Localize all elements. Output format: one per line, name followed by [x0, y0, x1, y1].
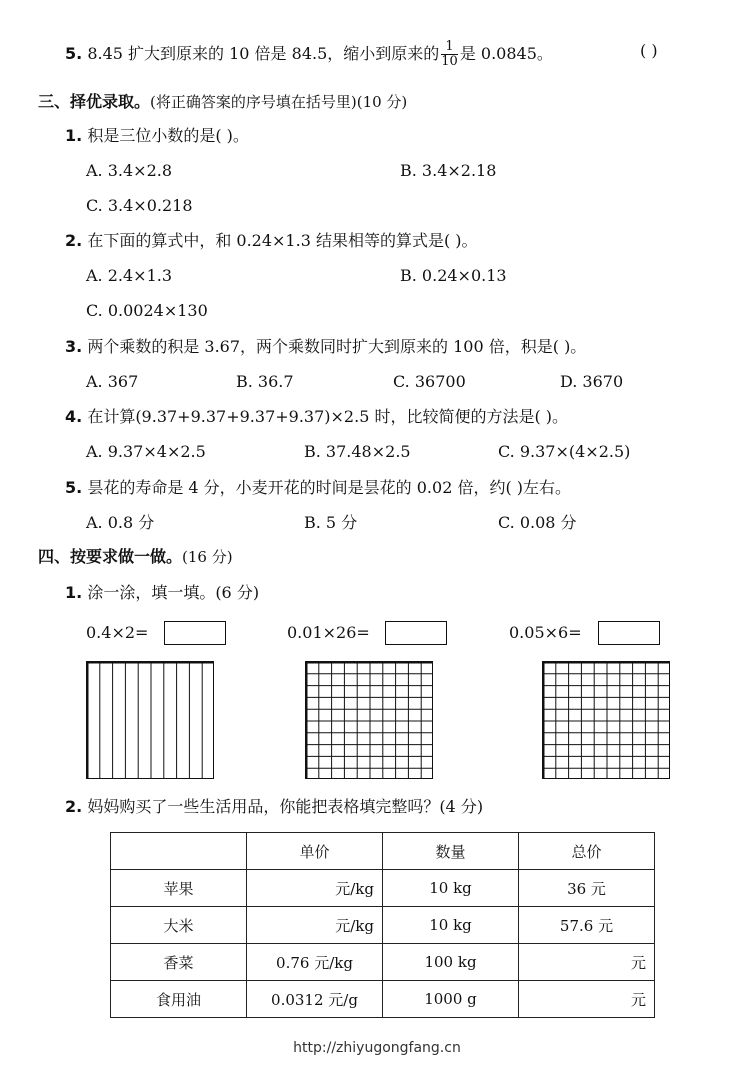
item-name: 香菜: [111, 944, 247, 981]
question-text: 妈妈购买了一些生活用品，你能把表格填完整吗？(4 分): [87, 797, 484, 816]
question-number: 2.: [65, 231, 83, 250]
option-c[interactable]: C. 9.37×(4×2.5): [498, 442, 631, 461]
question-text: 在计算(9.37+9.37+9.37+9.37)×2.5 时，比较简便的方法是( )。: [87, 407, 569, 426]
judgement-question-5: [65, 40, 553, 69]
header-cell-quantity: 数量: [383, 833, 519, 870]
choice-question-1: [65, 125, 249, 147]
table-row: [111, 870, 655, 907]
option-c[interactable]: C. 0.08 分: [498, 513, 577, 532]
option-a[interactable]: A. 9.37×4×2.5: [86, 442, 206, 461]
quantity-cell: 10 kg: [383, 907, 519, 944]
tenths-strip-figure[interactable]: [86, 661, 214, 779]
option-a[interactable]: A. 0.8 分: [86, 513, 155, 532]
question-text: 积是三位小数的是( )。: [87, 126, 249, 145]
question-number: 5.: [65, 44, 83, 63]
choice-question-2: [65, 230, 478, 252]
footer-url: http://zhiyugongfang.cn: [293, 1040, 461, 1056]
section-note: (将正确答案的序号填在括号里)(10 分): [150, 93, 408, 111]
option-b[interactable]: B. 5 分: [304, 513, 358, 532]
choice-question-4: [65, 406, 568, 428]
item-name: 大米: [111, 907, 247, 944]
task-question-1: [65, 582, 259, 604]
answer-box-1[interactable]: [164, 621, 226, 645]
section-4-heading: [38, 546, 233, 568]
header-cell-unit-price: 单价: [247, 833, 383, 870]
option-d[interactable]: D. 3670: [560, 372, 624, 391]
expression-1: 0.4×2=: [86, 623, 149, 642]
question-text: 涂一涂，填一填。(6 分): [87, 583, 260, 602]
quantity-cell: 1000 g: [383, 981, 519, 1018]
question-number: 1.: [65, 126, 83, 145]
grid-lines: [543, 662, 670, 779]
total-cell[interactable]: 元: [519, 981, 655, 1018]
hundredths-grid-figure-1[interactable]: [305, 661, 433, 779]
section-3-heading: [38, 91, 407, 113]
option-b[interactable]: B. 0.24×0.13: [400, 266, 507, 285]
unit-price-cell: 0.0312 元/g: [247, 981, 383, 1018]
fraction-numerator: 1: [445, 39, 454, 54]
option-c[interactable]: C. 36700: [393, 372, 466, 391]
hundredths-grid-figure-2[interactable]: [542, 661, 670, 779]
table-header-row: [111, 833, 655, 870]
header-cell-empty: [111, 833, 247, 870]
fraction-denominator: 10: [441, 54, 458, 69]
option-c[interactable]: C. 0.0024×130: [86, 301, 208, 320]
unit-price-cell[interactable]: 元/kg: [247, 870, 383, 907]
unit-price-cell[interactable]: 元/kg: [247, 907, 383, 944]
task-question-2: [65, 796, 483, 818]
question-text-end: 是 0.0845。: [459, 44, 553, 63]
table-row: [111, 944, 655, 981]
option-a[interactable]: A. 2.4×1.3: [86, 266, 173, 285]
question-text: 两个乘数的积是 3.67，两个乘数同时扩大到原来的 100 倍，积是( )。: [87, 337, 587, 356]
expression-2: 0.01×26=: [287, 623, 370, 642]
choice-question-5: [65, 477, 571, 499]
item-name: 食用油: [111, 981, 247, 1018]
section-title: 四、按要求做一做。: [38, 547, 183, 566]
total-cell[interactable]: 元: [519, 944, 655, 981]
table-row: [111, 907, 655, 944]
answer-paren[interactable]: ( ): [640, 41, 658, 60]
item-name: 苹果: [111, 870, 247, 907]
section-title: 三、择优录取。: [38, 92, 151, 111]
option-c[interactable]: C. 3.4×0.218: [86, 196, 193, 215]
question-number: 3.: [65, 337, 83, 356]
question-number: 1.: [65, 583, 83, 602]
answer-box-2[interactable]: [385, 621, 447, 645]
quantity-cell: 10 kg: [383, 870, 519, 907]
question-text: 8.45 扩大到原来的 10 倍是 84.5，缩小到原来的: [87, 44, 440, 63]
shopping-table: [110, 832, 655, 1018]
question-number: 2.: [65, 797, 83, 816]
total-cell: 36 元: [519, 870, 655, 907]
option-a[interactable]: A. 3.4×2.8: [86, 161, 173, 180]
question-number: 5.: [65, 478, 83, 497]
fraction-one-tenth: [441, 40, 458, 69]
question-number: 4.: [65, 407, 83, 426]
table-row: [111, 981, 655, 1018]
option-b[interactable]: B. 37.48×2.5: [304, 442, 411, 461]
option-b[interactable]: B. 3.4×2.18: [400, 161, 497, 180]
choice-question-3: [65, 336, 586, 358]
quantity-cell: 100 kg: [383, 944, 519, 981]
expression-3: 0.05×6=: [509, 623, 582, 642]
total-cell: 57.6 元: [519, 907, 655, 944]
section-note: (16 分): [182, 548, 233, 566]
answer-box-3[interactable]: [598, 621, 660, 645]
question-text: 在下面的算式中，和 0.24×1.3 结果相等的算式是( )。: [87, 231, 478, 250]
unit-price-cell: 0.76 元/kg: [247, 944, 383, 981]
grid-lines: [306, 662, 433, 779]
option-a[interactable]: A. 367: [86, 372, 139, 391]
option-b[interactable]: B. 36.7: [236, 372, 294, 391]
question-text: 昙花的寿命是 4 分，小麦开花的时间是昙花的 0.02 倍，约( )左右。: [87, 478, 572, 497]
strip-lines: [100, 662, 202, 779]
header-cell-total: 总价: [519, 833, 655, 870]
